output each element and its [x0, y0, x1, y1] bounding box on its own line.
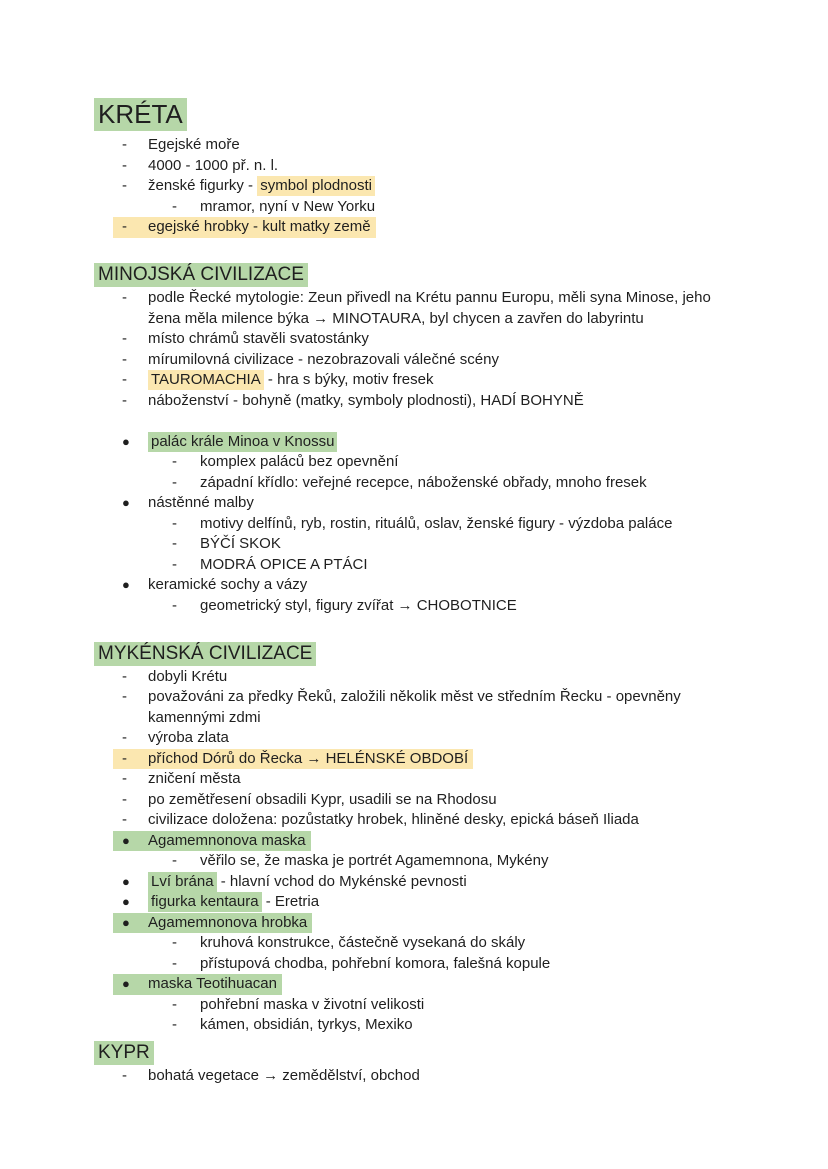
text-segment: - hlavní vchod do Mykénské pevnosti	[216, 872, 467, 890]
section-heading	[98, 1040, 744, 1065]
dash-marker: -	[122, 218, 127, 235]
text-segment: mírumilovná civilizace - nezobrazovali válečné scény	[148, 350, 499, 368]
list-item	[122, 687, 744, 728]
section-heading	[98, 262, 744, 287]
list-item-text	[148, 892, 744, 913]
text-segment: keramické sochy a vázy	[148, 576, 308, 593]
list-item	[172, 197, 744, 218]
list-item-text	[148, 667, 744, 688]
list-item-text	[148, 790, 744, 811]
text-segment: zničení města	[148, 770, 241, 787]
list-item-text	[148, 329, 744, 350]
list-item-text	[148, 370, 744, 391]
dash-marker: -	[172, 852, 177, 869]
dash-marker: -	[172, 514, 177, 532]
text-segment: podle Řecké mytologie: Zeun přivedl na Krétu pannu Europu, měli syna Minose, jeho žena měla milence býka → MINOTAURA, byl chycen a zavřen do labyrintu	[148, 289, 711, 327]
text-segment: BÝČÍ SKOK	[200, 535, 281, 552]
dash-marker: -	[122, 350, 127, 368]
text-segment: geometrický styl, figury zvířat → CHOBOTNICE	[200, 596, 517, 614]
text-segment: ženské figurky -	[148, 177, 258, 194]
dash-marker: -	[122, 688, 127, 705]
list-item-text	[148, 749, 468, 770]
list-item	[122, 872, 744, 893]
dash-marker: -	[122, 811, 127, 828]
list-item	[122, 892, 744, 913]
list-item-text	[148, 432, 744, 453]
dash-marker: -	[122, 156, 127, 174]
dash-marker: -	[172, 535, 177, 552]
text-segment: dobyli Krétu	[148, 667, 228, 685]
list-item	[122, 135, 744, 156]
text-segment: kámen, obsidián, tyrkys, Mexiko	[200, 1016, 413, 1033]
highlighted-text-segment: MYKÉNSKÁ CIVILIZACE	[94, 642, 316, 666]
highlighted-text-segment: figurka kentaura	[148, 892, 262, 912]
text-segment: západní křídlo: veřejné recepce, náboženské obřady, mnoho fresek	[200, 473, 647, 491]
list-item	[122, 350, 744, 371]
text-segment: nástěnné malby	[148, 494, 254, 511]
list-item-text	[200, 954, 744, 975]
list-item	[113, 749, 473, 770]
dash-marker: -	[122, 770, 127, 787]
blank-line	[98, 411, 744, 432]
list-item-text	[148, 493, 744, 514]
text-segment: mramor, nyní v New Yorku	[200, 197, 376, 215]
list-item	[122, 769, 744, 790]
dash-marker: -	[172, 473, 177, 491]
list-item-text	[200, 514, 744, 535]
list-item-text	[200, 995, 744, 1016]
text-segment: motivy delfínů, ryb, rostin, rituálů, oslav, ženské figury - výzdoba paláce	[200, 514, 673, 532]
list-item-text	[148, 687, 744, 728]
text-segment: 4000 - 1000 př. n. l.	[148, 156, 279, 174]
dash-marker: -	[122, 1066, 127, 1084]
list-item	[172, 851, 744, 872]
dash-marker: -	[122, 330, 127, 347]
list-item	[113, 217, 376, 238]
bullet-marker: ●	[122, 914, 130, 930]
highlighted-text-segment: příchod Dórů do Řecka → HELÉNSKÉ OBDOBÍ	[148, 749, 469, 767]
list-item-text	[200, 1015, 744, 1036]
list-item	[172, 534, 744, 555]
text-segment: výroba zlata	[148, 729, 229, 746]
bullet-marker: ●	[122, 433, 130, 449]
dash-marker: -	[122, 667, 127, 685]
list-item	[172, 954, 744, 975]
list-item	[122, 810, 744, 831]
list-item-text	[148, 1066, 744, 1087]
list-item-text	[200, 534, 744, 555]
text-segment: považováni za předky Řeků, založili několik měst ve středním Řecku - opevněny kamennými zdmi	[148, 688, 681, 726]
dash-marker: -	[172, 995, 177, 1013]
dash-marker: -	[122, 790, 127, 808]
list-item-text	[200, 596, 744, 617]
highlighted-text-segment: symbol plodnosti	[257, 176, 375, 196]
list-item	[122, 432, 744, 453]
list-item-text	[200, 473, 744, 494]
dash-marker: -	[172, 197, 177, 215]
text-segment: pohřební maska v životní velikosti	[200, 995, 425, 1013]
text-segment: Egejské moře	[148, 136, 240, 153]
highlighted-text-segment: Agamemnonova hrobka	[148, 913, 308, 931]
dash-marker: -	[122, 391, 127, 409]
list-item-text	[148, 176, 744, 197]
highlighted-text-segment: egejské hrobky - kult matky země	[148, 218, 371, 235]
dash-marker: -	[172, 453, 177, 470]
list-item	[122, 790, 744, 811]
list-item	[122, 176, 744, 197]
bullet-marker: ●	[122, 873, 130, 889]
text-segment: komplex paláců bez opevnění	[200, 453, 399, 470]
bullet-marker: ●	[122, 894, 130, 909]
list-item	[122, 329, 744, 350]
list-item-text	[148, 974, 277, 995]
list-item	[172, 596, 744, 617]
blank-line	[98, 238, 744, 259]
text-segment: věřilo se, že maska je portrét Agamemnona, Mykény	[200, 852, 549, 869]
bullet-marker: ●	[122, 495, 130, 510]
list-item	[172, 452, 744, 473]
list-item-text	[200, 933, 744, 954]
list-item-text	[148, 391, 744, 412]
list-item	[172, 555, 744, 576]
list-item-text	[148, 913, 307, 934]
highlighted-text-segment: Agamemnonova maska	[148, 831, 306, 849]
list-item-text	[148, 810, 744, 831]
text-segment: přístupová chodba, pohřební komora, falešná kopule	[200, 954, 551, 972]
blank-line	[98, 616, 744, 637]
list-item	[122, 370, 744, 391]
list-item-text	[148, 872, 744, 893]
dash-marker: -	[122, 289, 127, 306]
bullet-marker: ●	[122, 832, 130, 848]
list-item-text	[148, 135, 744, 156]
text-segment: bohatá vegetace → zemědělství, obchod	[148, 1066, 420, 1084]
dash-marker: -	[122, 177, 127, 194]
list-item	[122, 288, 744, 329]
list-item	[122, 156, 744, 177]
dash-marker: -	[172, 934, 177, 951]
bullet-marker: ●	[122, 976, 130, 991]
list-item	[113, 974, 282, 995]
dash-marker: -	[172, 555, 177, 573]
text-segment: - Eretria	[261, 893, 320, 910]
list-item-text	[148, 156, 744, 177]
text-segment: kruhová konstrukce, částečně vysekaná do skály	[200, 934, 526, 951]
list-item	[113, 913, 312, 934]
text-segment: náboženství - bohyně (matky, symboly plodnosti), HADÍ BOHYNĚ	[148, 391, 584, 409]
list-item	[122, 667, 744, 688]
list-item-text	[148, 288, 744, 329]
list-item	[172, 995, 744, 1016]
text-segment: po zemětřesení obsadili Kypr, usadili se na Rhodosu	[148, 790, 497, 808]
list-item-text	[148, 728, 744, 749]
highlighted-text-segment: TAUROMACHIA	[148, 370, 264, 390]
list-item	[122, 1066, 744, 1087]
text-segment: MODRÁ OPICE A PTÁCI	[200, 555, 368, 573]
list-item-text	[148, 769, 744, 790]
list-item-text	[148, 217, 371, 238]
list-item	[172, 514, 744, 535]
highlighted-text-segment: palác krále Minoa v Knossu	[148, 432, 337, 452]
text-segment: - hra s býky, motiv fresek	[263, 371, 434, 388]
list-item	[122, 391, 744, 412]
list-item	[113, 831, 311, 852]
highlighted-text-segment: KYPR	[94, 1041, 154, 1065]
highlighted-text-segment: KRÉTA	[94, 98, 187, 131]
dash-marker: -	[122, 371, 127, 388]
list-item	[172, 1015, 744, 1036]
dash-marker: -	[122, 749, 127, 767]
text-segment: civilizace doložena: pozůstatky hrobek, hliněné desky, epická báseň Iliada	[148, 811, 639, 828]
bullet-marker: ●	[122, 577, 130, 592]
dash-marker: -	[172, 954, 177, 972]
list-item-text	[148, 350, 744, 371]
list-item	[122, 493, 744, 514]
list-item	[122, 575, 744, 596]
list-item-text	[148, 575, 744, 596]
section-heading	[98, 641, 744, 666]
list-item-text	[200, 452, 744, 473]
dash-marker: -	[172, 1016, 177, 1033]
highlighted-text-segment: maska Teotihuacan	[148, 975, 277, 992]
dash-marker: -	[122, 136, 127, 153]
doc-title	[98, 97, 744, 131]
dash-marker: -	[122, 729, 127, 746]
list-item-text	[200, 555, 744, 576]
dash-marker: -	[172, 596, 177, 614]
list-item-text	[200, 197, 744, 218]
highlighted-text-segment: Lví brána	[148, 872, 217, 892]
list-item	[122, 728, 744, 749]
highlighted-text-segment: MINOJSKÁ CIVILIZACE	[94, 263, 308, 287]
list-item-text	[200, 851, 744, 872]
list-item-text	[148, 831, 306, 852]
list-item	[172, 473, 744, 494]
list-item	[172, 933, 744, 954]
text-segment: místo chrámů stavěli svatostánky	[148, 330, 369, 347]
